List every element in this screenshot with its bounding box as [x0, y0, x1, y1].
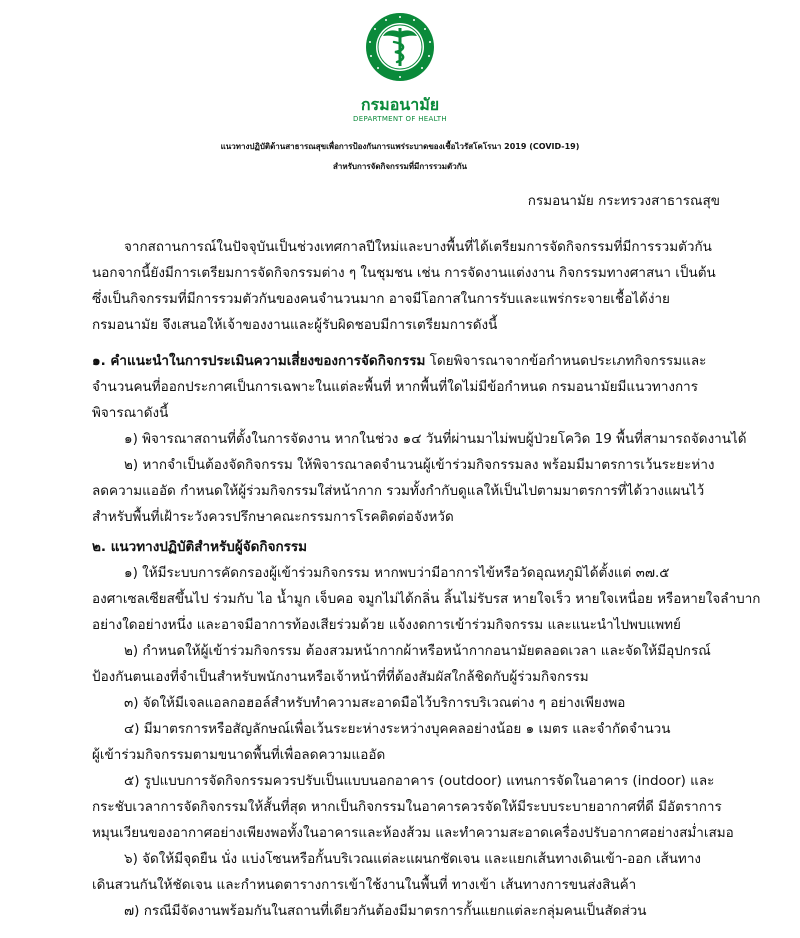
- section1-line: จำนวนคนที่ออกประกาศเป็นการเฉพาะในแต่ละพื้นที่ หากพื้นที่ใดไม่มีข้อกำหนด กรมอนามัยมีแนวทางการ: [92, 379, 698, 395]
- section1-item-1: ๑) พิจารณาสถานที่ตั้งในการจัดงาน หากในช่วง ๑๔ วันที่ผ่านมาไม่พบผู้ป่วยโควิด 19 พื้นที่สามารถจัดงานได้: [124, 431, 747, 447]
- intro-line: ซึ่งเป็นกิจกรรมที่มีการรวมตัวกันของคนจำนวนมาก อาจมีโอกาสในการรับและแพร่กระจายเชื้อได้ง่าย: [92, 291, 670, 307]
- section1-line: ลดความแออัด กำหนดให้ผู้ร่วมกิจกรรมใส่หน้ากาก รวมทั้งกำกับดูแลให้เป็นไปตามมาตรการที่ได้วางแผนไว้: [92, 483, 705, 499]
- section2-heading: ๒. แนวทางปฏิบัติสำหรับผู้จัดกิจกรรม: [92, 539, 308, 555]
- department-logo: [0, 12, 800, 132]
- section2-item-5: ๕) รูปแบบการจัดกิจกรรมควรปรับเป็นแบบนอกอาคาร (outdoor) แทนการจัดในอาคาร (indoor) และ: [124, 773, 715, 789]
- section2-line: ป้องกันตนเองที่จำเป็นสำหรับพนักงานหรือเจ้าหน้าที่ที่ต้องสัมผัสใกล้ชิดกับผู้ร่วมกิจกรรม: [92, 669, 589, 685]
- intro-line: กรมอนามัย จึงเสนอให้เจ้าของงานและผู้รับผิดชอบมีการเตรียมการดังนี้: [92, 317, 498, 333]
- section2-item-6: ๖) จัดให้มีจุดยืน นั่ง แบ่งโซนหรือกั้นบริเวณแต่ละแผนกชัดเจน และแยกเส้นทางเดินเข้า-ออก เส้นทาง: [124, 851, 701, 867]
- section2-item-2: ๒) กำหนดให้ผู้เข้าร่วมกิจกรรม ต้องสวมหน้ากากผ้าหรือหน้ากากอนามัยตลอดเวลา และจัดให้มีอุปกรณ์: [124, 643, 711, 659]
- section2-item-1: ๑) ให้มีระบบการคัดกรองผู้เข้าร่วมกิจกรรม หากพบว่ามีอาการไข้หรือวัดอุณหภูมิได้ตั้งแต่ ๓๗.๕: [124, 565, 670, 581]
- document-title: แนวทางปฏิบัติด้านสาธารณสุขเพื่อการป้องกันการแพร่ระบาดของเชื้อไวรัสโคโรนา 2019 (COVID-19): [220, 142, 580, 151]
- section2-line: เดินสวนกันให้ชัดเจน และกำหนดตารางการเข้าใช้งานในพื้นที่ ทางเข้า เส้นทางการขนส่งสินค้า: [92, 877, 637, 893]
- section1-heading-line: [92, 352, 706, 370]
- section1-heading-rest: โดยพิจารณาจากข้อกำหนดประเภทกิจกรรมและ: [425, 353, 707, 369]
- intro-line: จากสถานการณ์ในปัจจุบันเป็นช่วงเทศกาลปีใหม่และบางพื้นที่ได้เตรียมการจัดกิจกรรมที่มีการรวมตัวกัน: [124, 239, 712, 255]
- section2-line: อย่างใดอย่างหนึ่ง และอาจมีอาการท้องเสียร่วมด้วย แจ้งงดการเข้าร่วมกิจกรรม และแนะนำไปพบแพทย์: [92, 617, 681, 633]
- department-seal-icon: [365, 12, 435, 82]
- section2-item-4: ๔) มีมาตรการหรือสัญลักษณ์เพื่อเว้นระยะห่างระหว่างบุคคลอย่างน้อย ๑ เมตร และจำกัดจำนวน: [124, 721, 671, 737]
- logo-subtitle: DEPARTMENT OF HEALTH: [353, 115, 447, 123]
- section1-heading: ๑. คำแนะนำในการประเมินความเสี่ยงของการจัดกิจกรรม: [92, 353, 426, 369]
- section2-item-3: ๓) จัดให้มีเจลแอลกอฮอล์สำหรับทำความสะอาดมือไว้บริการบริเวณต่าง ๆ อย่างเพียงพอ: [124, 695, 626, 711]
- intro-line: นอกจากนี้ยังมีการเตรียมการจัดกิจกรรมต่าง ๆ ในชุมชน เช่น การจัดงานแต่งงาน กิจกรรมทางศาสนา เป็นต้น: [92, 265, 716, 281]
- section2-item-7: ๗) กรณีมีจัดงานพร้อมกันในสถานที่เดียวกันต้องมีมาตรการกั้นแยกแต่ละกลุ่มคนเป็นสัดส่วน: [124, 903, 647, 919]
- section2-line: กระชับเวลาการจัดกิจกรรมให้สั้นที่สุด หากเป็นกิจกรรมในอาคารควรจัดให้มีระบบระบายอากาศที่ดี มีอัตราการ: [92, 799, 722, 815]
- section2-line: หมุนเวียนของอากาศอย่างเพียงพอทั้งในอาคารและห้องส้วม และทำความสะอาดเครื่องปรับอากาศอย่างสม่ำเสมอ: [92, 825, 734, 841]
- section2-line: ผู้เข้าร่วมกิจกรรมตามขนาดพื้นที่เพื่อลดความแออัด: [92, 747, 386, 763]
- attribution: กรมอนามัย กระทรวงสาธารณสุข: [527, 193, 720, 209]
- document-subtitle: สำหรับการจัดกิจกรรมที่มีการรวมตัวกัน: [332, 162, 468, 171]
- section1-item-2: ๒) หากจำเป็นต้องจัดกิจกรรม ให้พิจารณาลดจำนวนผู้เข้าร่วมกิจกรรมลง พร้อมมีมาตรการเว้นระยะห่าง: [124, 457, 715, 473]
- section2-line: องศาเซลเซียสขึ้นไป ร่วมกับ ไอ น้ำมูก เจ็บคอ จมูกไม่ได้กลิ่น ลิ้นไม่รับรส หายใจเร็ว หายใจเหนื่อย หรือหายใจลำบาก: [92, 591, 761, 607]
- logo-name: กรมอนามัย: [360, 95, 440, 114]
- section1-line: พิจารณาดังนี้: [92, 405, 169, 421]
- section1-line: สำหรับพื้นที่เฝ้าระวังควรปรึกษาคณะกรรมการโรคติดต่อจังหวัด: [92, 509, 454, 525]
